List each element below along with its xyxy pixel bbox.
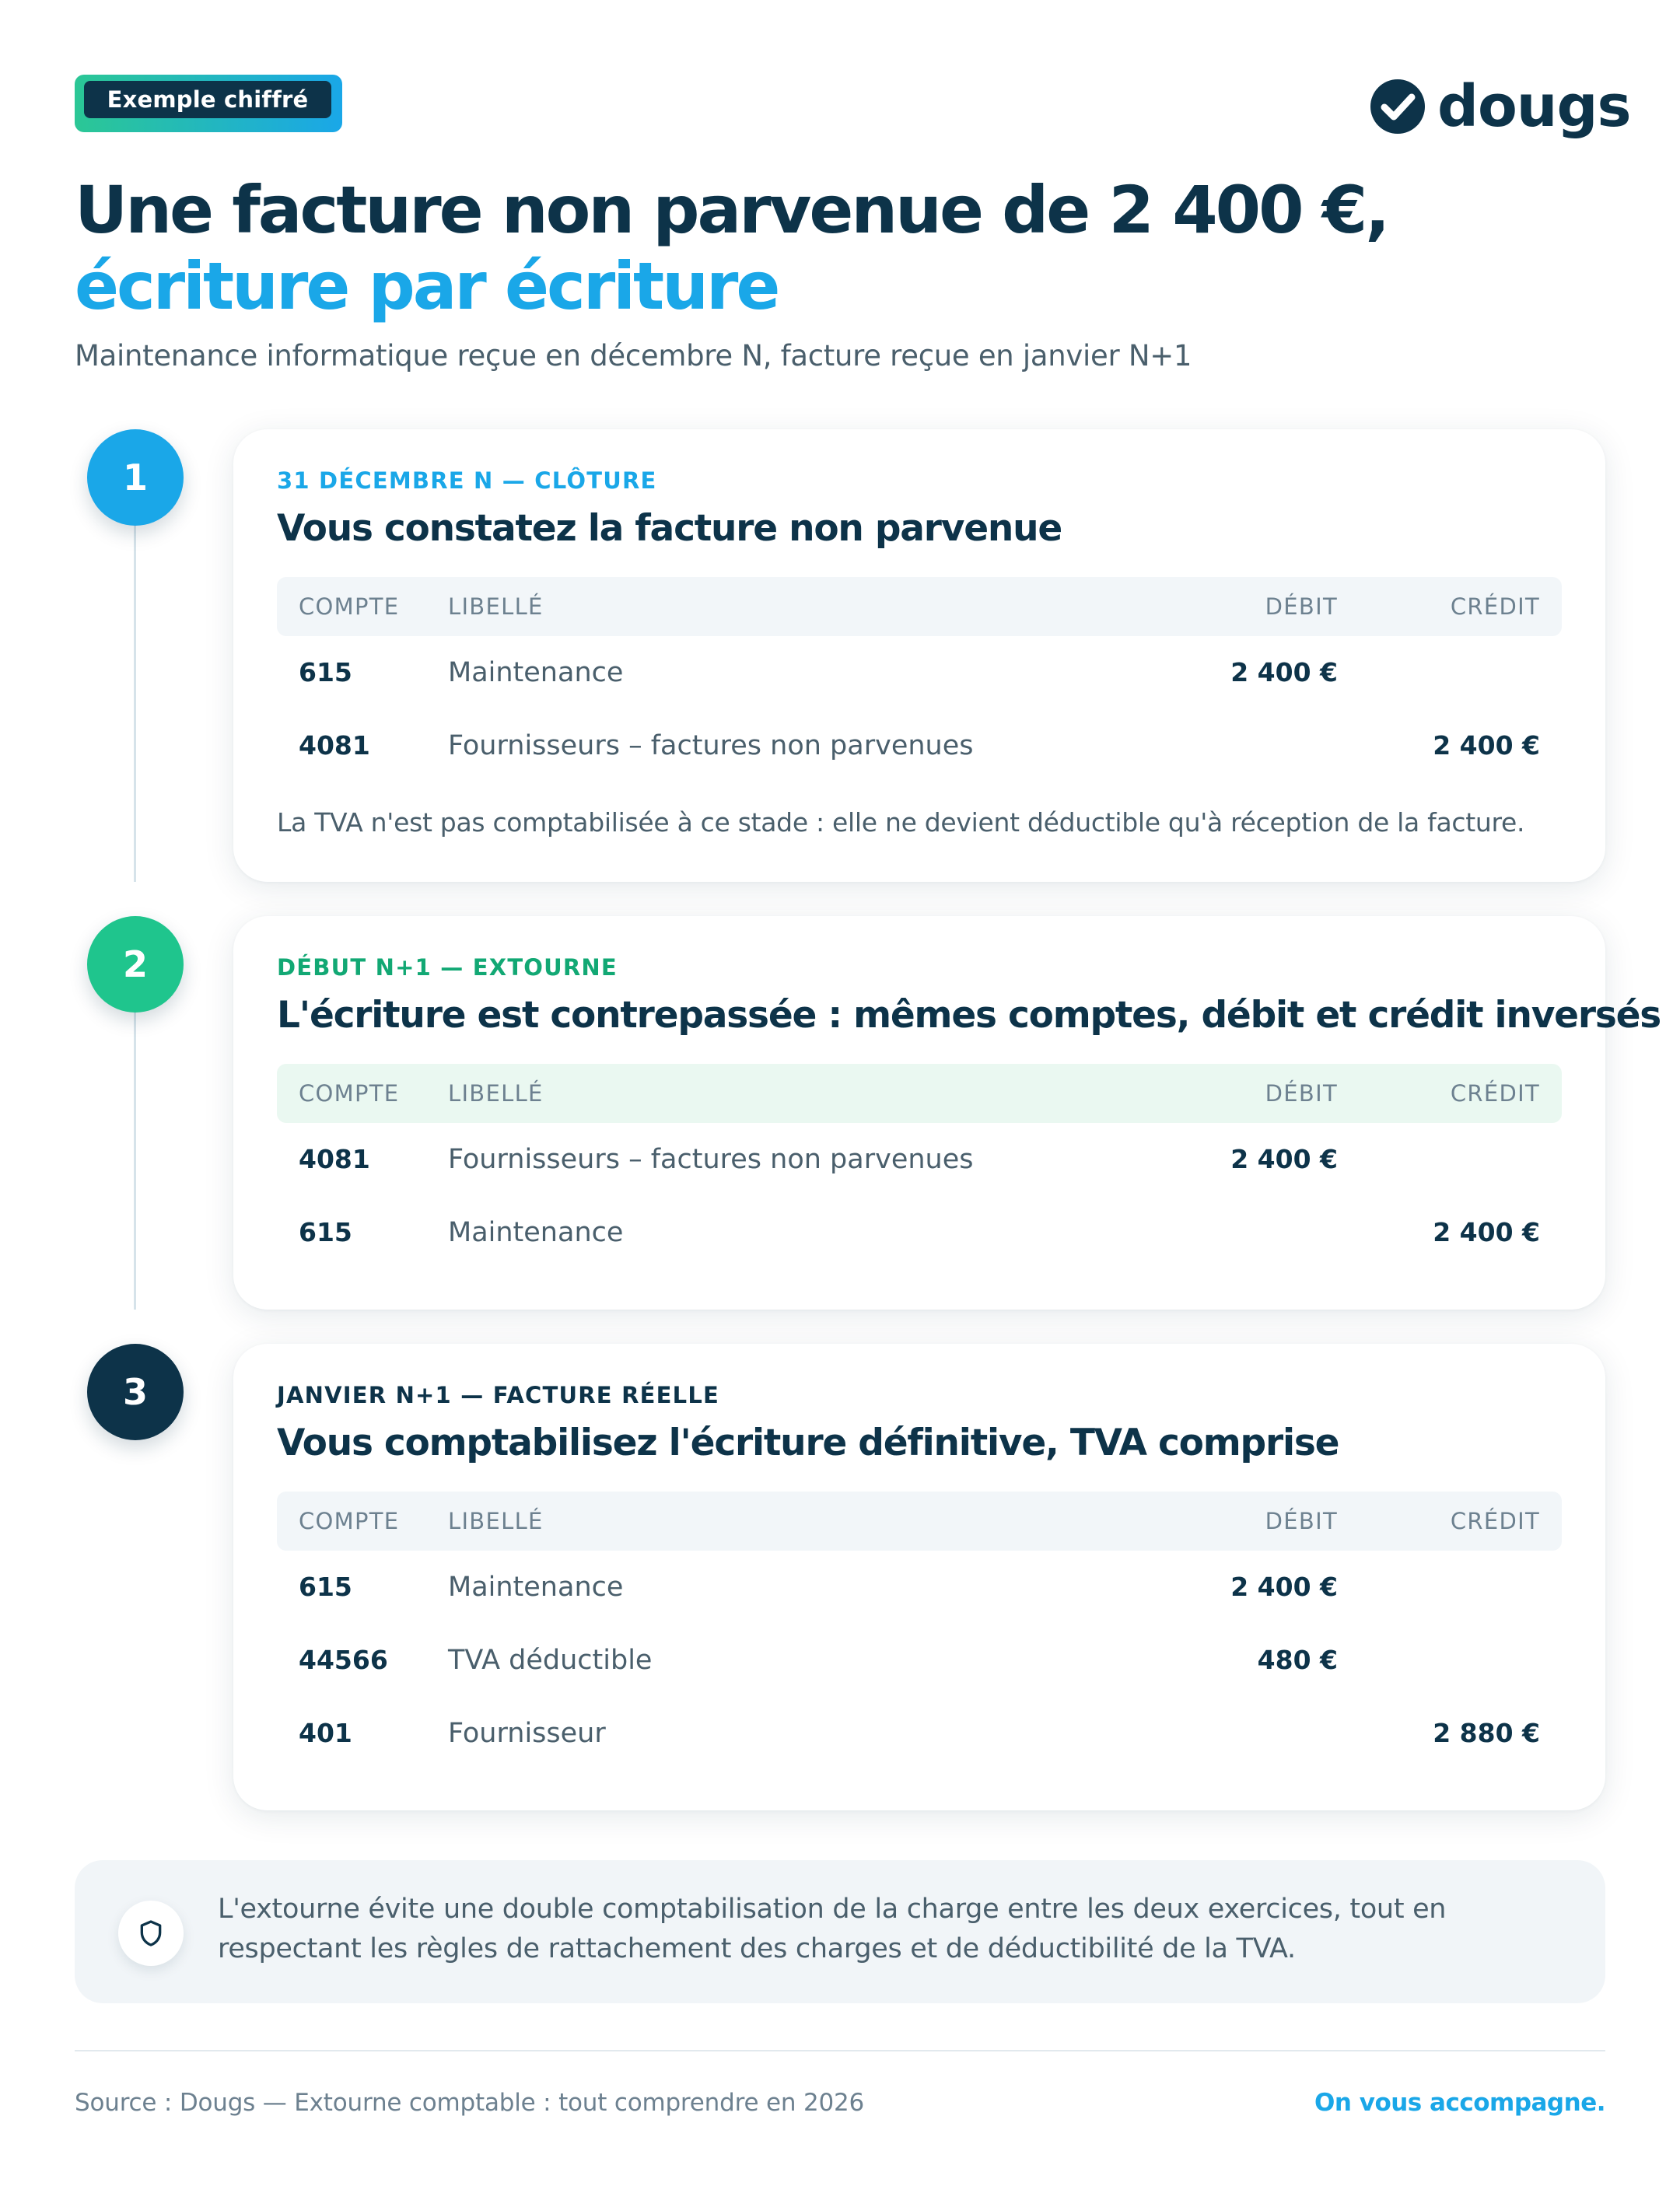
dougs-logo [1369,73,1631,140]
column-header-libelle: LIBELLÉ [448,1508,544,1534]
step-title: L'écriture est contrepassée : mêmes comptes, débit et crédit inversés [277,994,1661,1037]
table-row [277,709,1562,782]
step-title: Vous comptabilisez l'écriture définitive, TVA comprise [277,1422,1339,1464]
account-number: 4081 [299,1144,370,1174]
debit-amount: 480 € [1257,1645,1338,1675]
column-header-compte: COMPTE [299,1508,400,1534]
table-row [277,1196,1562,1269]
table-row [277,1624,1562,1697]
journal-entry-table [277,1492,1562,1770]
credit-amount: 2 400 € [1433,730,1540,761]
step-card-3 [233,1344,1605,1810]
example-badge [75,75,342,132]
callout-text: L'extourne évite une double comptabilisation de la charge entre les deux exercices, tout en respectant les règles de rattachement des charges et de déductibilité de la TVA. [218,1894,1447,1964]
step-card-2 [233,916,1661,1310]
journal-entry-table [277,577,1562,782]
timeline-connector-1 [134,524,136,882]
column-header-debit: DÉBIT [1265,1080,1338,1107]
account-label: TVA déductible [448,1645,653,1676]
journal-entry-table [277,1064,1562,1269]
account-number: 615 [299,1217,352,1247]
step-kicker: DÉBUT N+1 — EXTOURNE [277,954,618,981]
table-header [277,1064,1562,1123]
account-number: 44566 [299,1645,388,1675]
credit-amount: 2 400 € [1433,1217,1540,1247]
table-header [277,577,1562,636]
debit-amount: 2 400 € [1230,657,1338,687]
account-number: 615 [299,657,352,687]
table-row [277,1551,1562,1624]
column-header-compte: COMPTE [299,1080,400,1107]
step-number-3: 3 [87,1344,184,1440]
table-row [277,636,1562,709]
step-card-1 [233,429,1605,882]
step-number-2: 2 [87,916,184,1013]
account-number: 4081 [299,730,370,761]
table-row [277,1123,1562,1196]
step-note: La TVA n'est pas comptabilisée à ce stade : elle ne devient déductible qu'à réception de la facture. [277,807,1525,838]
account-label: Fournisseurs – factures non parvenues [448,730,974,761]
account-number: 615 [299,1572,352,1602]
column-header-debit: DÉBIT [1265,1508,1338,1534]
page-title-highlight: écriture par écriture [75,248,779,324]
source-credit: Source : Dougs — Extourne comptable : tout comprendre en 2026 [75,2089,865,2117]
column-header-credit: CRÉDIT [1450,1508,1540,1534]
page-subtitle: Maintenance informatique reçue en décembre N, facture reçue en janvier N+1 [75,339,1192,372]
shield-icon-glyph [135,1918,166,1949]
page-title: Une facture non parvenue de 2 400 €, [75,172,1388,248]
table-row [277,1697,1562,1770]
column-header-compte: COMPTE [299,593,400,620]
debit-amount: 2 400 € [1230,1572,1338,1602]
debit-amount: 2 400 € [1230,1144,1338,1174]
step-title: Vous constatez la facture non parvenue [277,507,1062,550]
badge-label: Exemple chiffré [84,81,331,118]
account-number: 401 [299,1718,352,1748]
check-circle-icon [1369,78,1426,135]
footer-divider [75,2050,1605,2051]
shield-icon [118,1901,184,1966]
credit-amount: 2 880 € [1433,1718,1540,1748]
account-label: Fournisseur [448,1718,606,1749]
column-header-credit: CRÉDIT [1450,1080,1540,1107]
column-header-debit: DÉBIT [1265,593,1338,620]
table-header [277,1492,1562,1551]
column-header-libelle: LIBELLÉ [448,593,544,620]
column-header-credit: CRÉDIT [1450,593,1540,620]
account-label: Maintenance [448,657,624,688]
step-number-1: 1 [87,429,184,526]
account-label: Fournisseurs – factures non parvenues [448,1144,974,1175]
info-callout [75,1860,1605,2003]
step-kicker: 31 DÉCEMBRE N — CLÔTURE [277,467,657,494]
timeline-connector-2 [134,1011,136,1310]
footer-tagline: On vous accompagne. [1314,2089,1605,2117]
account-label: Maintenance [448,1572,624,1603]
column-header-libelle: LIBELLÉ [448,1080,544,1107]
logo-wordmark: dougs [1437,73,1631,140]
step-kicker: JANVIER N+1 — FACTURE RÉELLE [277,1382,720,1408]
account-label: Maintenance [448,1217,624,1248]
